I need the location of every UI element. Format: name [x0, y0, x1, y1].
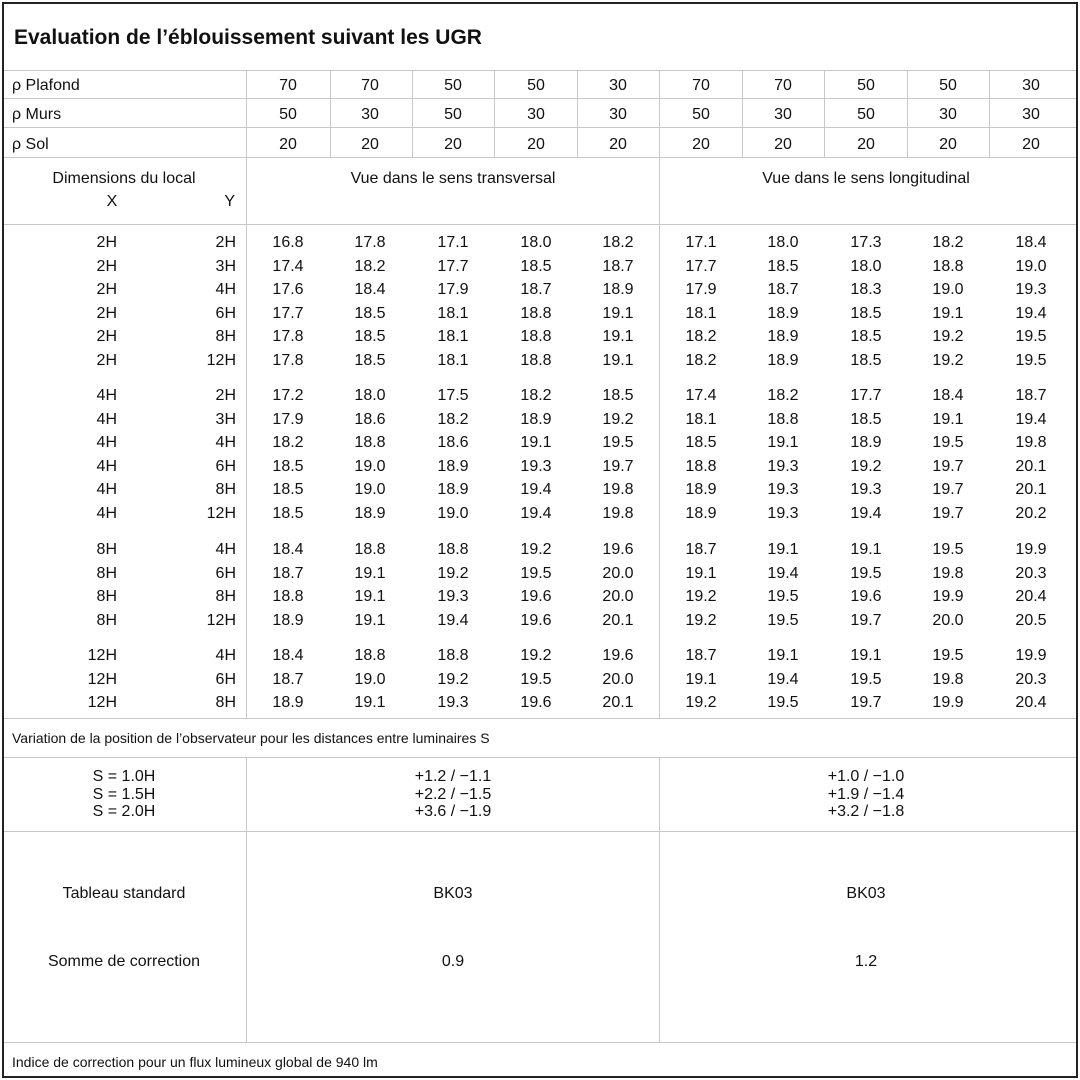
correction-sum-label: Somme de correction — [47, 953, 201, 970]
ugr-value: 18.8 — [437, 647, 469, 664]
ugr-value: 19.1 — [602, 304, 634, 322]
ugr-value: 17.7 — [685, 257, 717, 275]
variation-transverse: +3.6 / −1.9 — [414, 803, 492, 820]
dimension-y: 6H — [215, 304, 236, 322]
ugr-value: 18.8 — [520, 328, 552, 346]
ugr-value: 19.7 — [932, 504, 964, 522]
ugr-value: 19.4 — [1015, 304, 1047, 322]
reflectance-value: 30 — [527, 106, 545, 123]
dimension-x: 4H — [96, 481, 117, 499]
ugr-value: 19.1 — [685, 670, 717, 688]
reflectance-value: 30 — [1022, 106, 1040, 123]
dimension-y: 8H — [215, 694, 236, 712]
dimension-y: 3H — [215, 410, 236, 428]
ugr-value: 17.5 — [437, 387, 469, 404]
ugr-value: 18.7 — [767, 281, 799, 299]
ugr-value: 19.4 — [850, 504, 882, 522]
divider-variation-text — [4, 757, 1076, 758]
correction-sum-longitudinal: 1.2 — [854, 953, 878, 970]
ugr-value: 17.9 — [685, 281, 717, 299]
ugr-value: 18.5 — [272, 481, 304, 499]
dimension-x: 8H — [96, 588, 117, 606]
ugr-value: 19.8 — [1015, 434, 1047, 452]
ugr-value: 19.1 — [850, 541, 882, 558]
dimension-y-header: Y — [224, 193, 235, 210]
ugr-value: 19.3 — [767, 457, 799, 475]
ugr-value: 17.3 — [850, 234, 882, 251]
reflectance-value: 20 — [361, 136, 379, 153]
ugr-value: 19.3 — [520, 457, 552, 475]
ugr-value: 18.2 — [602, 234, 634, 251]
ugr-value: 19.2 — [437, 564, 469, 582]
ugr-value: 18.9 — [685, 481, 717, 499]
ugr-value: 18.5 — [767, 257, 799, 275]
dimension-x: 8H — [96, 564, 117, 582]
divider-murs — [4, 127, 1076, 128]
ugr-value: 19.5 — [767, 694, 799, 712]
ugr-value: 18.2 — [685, 328, 717, 346]
ugr-value: 20.4 — [1015, 588, 1047, 606]
ugr-value: 19.9 — [1015, 541, 1047, 558]
ugr-value: 19.2 — [685, 611, 717, 629]
ugr-value: 19.8 — [602, 481, 634, 499]
ugr-value: 19.4 — [437, 611, 469, 629]
ugr-value: 17.8 — [272, 351, 304, 369]
variation-title: Variation de la position de l’observateur pour les distances entre luminaires S — [12, 730, 490, 746]
ugr-value: 20.0 — [932, 611, 964, 629]
dimension-y: 12H — [206, 504, 236, 522]
ugr-value: 18.5 — [850, 410, 882, 428]
dimension-x: 8H — [96, 611, 117, 629]
ugr-value: 19.5 — [850, 564, 882, 582]
ugr-value: 19.2 — [437, 670, 469, 688]
dimension-x-header: X — [106, 193, 118, 210]
reflectance-label: ρ Murs — [12, 106, 62, 123]
ugr-value: 19.8 — [932, 564, 964, 582]
reflectance-value: 20 — [1022, 136, 1040, 153]
dimension-y: 2H — [215, 387, 236, 404]
ugr-value: 18.9 — [850, 434, 882, 452]
ugr-value: 17.4 — [272, 257, 304, 275]
ugr-value: 18.4 — [354, 281, 386, 299]
reflectance-label: ρ Sol — [12, 136, 49, 153]
ugr-value: 18.7 — [602, 257, 634, 275]
reflectance-value: 20 — [444, 136, 462, 153]
ugr-value: 18.9 — [437, 457, 469, 475]
ugr-value: 18.5 — [602, 387, 634, 404]
ugr-value: 18.5 — [850, 351, 882, 369]
reflectance-value: 50 — [279, 106, 297, 123]
reflectance-value: 20 — [939, 136, 957, 153]
ugr-value: 19.4 — [767, 564, 799, 582]
ugr-value: 20.3 — [1015, 564, 1047, 582]
reflectance-value: 30 — [939, 106, 957, 123]
ugr-value: 16.8 — [272, 234, 304, 251]
ugr-value: 19.1 — [354, 611, 386, 629]
ugr-value: 19.2 — [520, 541, 552, 558]
ugr-value: 18.7 — [520, 281, 552, 299]
ugr-value: 19.1 — [520, 434, 552, 452]
ugr-value: 17.2 — [272, 387, 304, 404]
divider-header — [4, 224, 1076, 225]
ugr-table-frame — [2, 2, 1078, 1078]
ugr-value: 18.7 — [1015, 387, 1047, 404]
dimension-x: 12H — [87, 670, 117, 688]
dimension-y: 4H — [215, 647, 236, 664]
dimension-x: 2H — [96, 234, 117, 251]
reflectance-value: 20 — [774, 136, 792, 153]
ugr-value: 17.9 — [437, 281, 469, 299]
ugr-value: 19.3 — [437, 694, 469, 712]
dimension-y: 4H — [215, 281, 236, 299]
ugr-value: 19.3 — [767, 481, 799, 499]
ugr-value: 19.1 — [354, 564, 386, 582]
ugr-value: 19.4 — [1015, 410, 1047, 428]
ugr-value: 18.4 — [1015, 234, 1047, 251]
ugr-value: 18.9 — [602, 281, 634, 299]
ugr-value: 18.5 — [354, 304, 386, 322]
ugr-value: 18.8 — [354, 434, 386, 452]
dimension-x: 4H — [96, 434, 117, 452]
ugr-value: 18.7 — [272, 670, 304, 688]
variation-longitudinal: +1.0 / −1.0 — [827, 768, 905, 785]
ugr-value: 19.9 — [932, 588, 964, 606]
ugr-value: 18.7 — [685, 541, 717, 558]
divider-plafond — [4, 98, 1076, 99]
page-title: Evaluation de l’éblouissement suivant les UGR — [14, 25, 482, 49]
ugr-value: 19.1 — [602, 328, 634, 346]
reflectance-value: 30 — [1022, 77, 1040, 94]
ugr-value: 18.8 — [437, 541, 469, 558]
ugr-value: 19.5 — [932, 434, 964, 452]
ugr-value: 19.0 — [354, 457, 386, 475]
ugr-value: 17.1 — [437, 234, 469, 251]
dimension-y: 2H — [215, 234, 236, 251]
ugr-value: 19.6 — [520, 694, 552, 712]
ugr-value: 19.3 — [1015, 281, 1047, 299]
ugr-value: 19.9 — [1015, 647, 1047, 664]
ugr-value: 19.2 — [685, 694, 717, 712]
reflectance-value: 50 — [527, 77, 545, 94]
ugr-value: 18.2 — [932, 234, 964, 251]
ugr-value: 18.2 — [767, 387, 799, 404]
ugr-value: 19.4 — [767, 670, 799, 688]
reflectance-value: 50 — [444, 77, 462, 94]
ugr-value: 19.3 — [850, 481, 882, 499]
ugr-value: 18.4 — [272, 647, 304, 664]
reflectance-value: 20 — [527, 136, 545, 153]
reflectance-value: 70 — [774, 77, 792, 94]
ugr-value: 20.5 — [1015, 611, 1047, 629]
ugr-value: 18.0 — [767, 234, 799, 251]
divider-variation-values — [4, 831, 1076, 832]
reflectance-value: 70 — [361, 77, 379, 94]
ugr-value: 19.5 — [850, 670, 882, 688]
ugr-value: 19.6 — [602, 647, 634, 664]
variation-transverse: +1.2 / −1.1 — [414, 768, 492, 785]
dimension-y: 3H — [215, 257, 236, 275]
ugr-value: 20.4 — [1015, 694, 1047, 712]
ugr-value: 18.7 — [272, 564, 304, 582]
ugr-value: 18.9 — [354, 504, 386, 522]
dimension-y: 8H — [215, 588, 236, 606]
dimension-x: 8H — [96, 541, 117, 558]
ugr-value: 17.8 — [354, 234, 386, 251]
ugr-value: 19.1 — [767, 647, 799, 664]
ugr-value: 20.2 — [1015, 504, 1047, 522]
ugr-value: 19.0 — [932, 281, 964, 299]
ugr-value: 19.6 — [520, 611, 552, 629]
ugr-value: 20.1 — [602, 694, 634, 712]
ugr-value: 18.5 — [272, 457, 304, 475]
ugr-value: 19.0 — [1015, 257, 1047, 275]
ugr-value: 18.9 — [272, 611, 304, 629]
ugr-value: 19.7 — [932, 481, 964, 499]
ugr-value: 18.5 — [520, 257, 552, 275]
spacing-label: S = 1.0H — [92, 768, 156, 785]
ugr-value: 19.1 — [767, 541, 799, 558]
ugr-value: 18.8 — [354, 647, 386, 664]
ugr-value: 18.5 — [272, 504, 304, 522]
ugr-value: 18.8 — [932, 257, 964, 275]
ugr-value: 19.5 — [1015, 328, 1047, 346]
ugr-value: 18.1 — [437, 328, 469, 346]
ugr-value: 19.9 — [932, 694, 964, 712]
ugr-value: 19.5 — [602, 434, 634, 452]
ugr-value: 19.5 — [520, 670, 552, 688]
ugr-value: 18.2 — [520, 387, 552, 404]
ugr-value: 19.2 — [932, 328, 964, 346]
ugr-value: 20.1 — [602, 611, 634, 629]
ugr-value: 18.8 — [685, 457, 717, 475]
ugr-value: 19.8 — [932, 670, 964, 688]
ugr-value: 18.5 — [354, 328, 386, 346]
ugr-value: 18.9 — [767, 351, 799, 369]
ugr-value: 19.5 — [520, 564, 552, 582]
ugr-value: 19.5 — [767, 588, 799, 606]
dimension-y: 12H — [206, 351, 236, 369]
ugr-value: 19.4 — [520, 481, 552, 499]
variation-longitudinal: +3.2 / −1.8 — [827, 803, 905, 820]
ugr-value: 18.9 — [685, 504, 717, 522]
ugr-value: 19.6 — [602, 541, 634, 558]
ugr-value: 19.6 — [850, 588, 882, 606]
reflectance-value: 20 — [692, 136, 710, 153]
divider-footer — [4, 1042, 1076, 1043]
standard-table-transverse: BK03 — [433, 885, 473, 902]
dimension-x: 4H — [96, 504, 117, 522]
view-transverse-header: Vue dans le sens transversal — [350, 170, 556, 187]
reflectance-value: 50 — [444, 106, 462, 123]
ugr-value: 19.7 — [932, 457, 964, 475]
ugr-value: 18.8 — [767, 410, 799, 428]
ugr-value: 20.1 — [1015, 457, 1047, 475]
reflectance-value: 70 — [279, 77, 297, 94]
ugr-value: 19.5 — [932, 647, 964, 664]
reflectance-value: 50 — [939, 77, 957, 94]
dimension-x: 2H — [96, 304, 117, 322]
ugr-value: 18.8 — [272, 588, 304, 606]
ugr-value: 18.8 — [520, 304, 552, 322]
standard-table-longitudinal: BK03 — [846, 885, 886, 902]
ugr-value: 19.4 — [520, 504, 552, 522]
ugr-value: 18.9 — [437, 481, 469, 499]
dimension-y: 8H — [215, 328, 236, 346]
ugr-value: 19.7 — [850, 694, 882, 712]
ugr-value: 18.1 — [437, 351, 469, 369]
ugr-value: 18.6 — [437, 434, 469, 452]
ugr-value: 19.2 — [932, 351, 964, 369]
dimensions-header: Dimensions du local — [52, 170, 196, 187]
ugr-value: 20.0 — [602, 564, 634, 582]
ugr-value: 18.8 — [354, 541, 386, 558]
ugr-value: 18.5 — [850, 304, 882, 322]
spacing-label: S = 2.0H — [92, 803, 156, 820]
ugr-value: 19.3 — [767, 504, 799, 522]
ugr-value: 19.7 — [850, 611, 882, 629]
ugr-value: 19.8 — [602, 504, 634, 522]
ugr-value: 18.0 — [850, 257, 882, 275]
ugr-value: 19.2 — [850, 457, 882, 475]
divider-title — [4, 70, 1076, 71]
reflectance-value: 20 — [609, 136, 627, 153]
ugr-value: 17.7 — [272, 304, 304, 322]
ugr-value: 18.4 — [272, 541, 304, 558]
vline-mid-variation — [659, 757, 660, 1042]
ugr-value: 18.0 — [520, 234, 552, 251]
reflectance-value: 30 — [609, 77, 627, 94]
ugr-value: 17.6 — [272, 281, 304, 299]
ugr-value: 18.2 — [437, 410, 469, 428]
ugr-value: 17.9 — [272, 410, 304, 428]
variation-transverse: +2.2 / −1.5 — [414, 786, 492, 803]
reflectance-value: 70 — [692, 77, 710, 94]
ugr-value: 18.2 — [354, 257, 386, 275]
dimension-y: 6H — [215, 457, 236, 475]
reflectance-value: 50 — [857, 77, 875, 94]
ugr-value: 19.5 — [932, 541, 964, 558]
dimension-x: 4H — [96, 387, 117, 404]
divider-sol — [4, 157, 1076, 158]
ugr-value: 20.0 — [602, 670, 634, 688]
ugr-value: 18.5 — [685, 434, 717, 452]
ugr-value: 18.9 — [767, 304, 799, 322]
ugr-value: 19.5 — [1015, 351, 1047, 369]
reflectance-value: 20 — [857, 136, 875, 153]
ugr-value: 18.8 — [520, 351, 552, 369]
ugr-value: 19.2 — [602, 410, 634, 428]
ugr-value: 17.1 — [685, 234, 717, 251]
reflectance-label: ρ Plafond — [12, 77, 80, 94]
ugr-value: 18.0 — [354, 387, 386, 404]
dimension-y: 8H — [215, 481, 236, 499]
variation-longitudinal: +1.9 / −1.4 — [827, 786, 905, 803]
ugr-value: 18.9 — [272, 694, 304, 712]
dimension-y: 6H — [215, 564, 236, 582]
dimension-y: 4H — [215, 541, 236, 558]
ugr-value: 19.1 — [850, 647, 882, 664]
divider-variation-title — [4, 718, 1076, 719]
ugr-value: 18.3 — [850, 281, 882, 299]
ugr-value: 18.1 — [437, 304, 469, 322]
ugr-value: 19.7 — [602, 457, 634, 475]
dimension-y: 12H — [206, 611, 236, 629]
standard-table-label: Tableau standard — [62, 885, 186, 902]
dimension-x: 4H — [96, 457, 117, 475]
ugr-value: 17.7 — [850, 387, 882, 404]
view-longitudinal-header: Vue dans le sens longitudinal — [762, 170, 970, 187]
ugr-value: 19.2 — [685, 588, 717, 606]
ugr-value: 18.5 — [850, 328, 882, 346]
dimension-x: 4H — [96, 410, 117, 428]
ugr-value: 17.7 — [437, 257, 469, 275]
ugr-value: 20.3 — [1015, 670, 1047, 688]
ugr-value: 18.7 — [685, 647, 717, 664]
correction-sum-transverse: 0.9 — [441, 953, 465, 970]
dimension-x: 2H — [96, 351, 117, 369]
ugr-value: 18.2 — [685, 351, 717, 369]
dimension-x: 12H — [87, 694, 117, 712]
ugr-value: 19.1 — [932, 304, 964, 322]
reflectance-value: 30 — [774, 106, 792, 123]
ugr-value: 18.2 — [272, 434, 304, 452]
spacing-label: S = 1.5H — [92, 786, 156, 803]
ugr-value: 19.1 — [354, 588, 386, 606]
reflectance-value: 50 — [857, 106, 875, 123]
ugr-value: 19.2 — [520, 647, 552, 664]
dimension-x: 2H — [96, 328, 117, 346]
reflectance-value: 20 — [279, 136, 297, 153]
reflectance-value: 50 — [692, 106, 710, 123]
reflectance-value: 30 — [361, 106, 379, 123]
ugr-value: 19.6 — [520, 588, 552, 606]
ugr-value: 18.4 — [932, 387, 964, 404]
ugr-value: 19.5 — [767, 611, 799, 629]
ugr-value: 19.1 — [932, 410, 964, 428]
ugr-value: 20.1 — [1015, 481, 1047, 499]
ugr-value: 19.1 — [685, 564, 717, 582]
ugr-value: 19.1 — [767, 434, 799, 452]
ugr-value: 18.9 — [520, 410, 552, 428]
footer-note: Indice de correction pour un flux lumineux global de 940 lm — [12, 1054, 378, 1070]
ugr-value: 18.1 — [685, 304, 717, 322]
ugr-value: 19.0 — [437, 504, 469, 522]
dimension-y: 4H — [215, 434, 236, 452]
ugr-value: 18.6 — [354, 410, 386, 428]
ugr-value: 18.5 — [354, 351, 386, 369]
ugr-value: 19.1 — [602, 351, 634, 369]
ugr-value: 18.1 — [685, 410, 717, 428]
ugr-value: 19.0 — [354, 481, 386, 499]
ugr-value: 20.0 — [602, 588, 634, 606]
ugr-value: 17.4 — [685, 387, 717, 404]
reflectance-value: 30 — [609, 106, 627, 123]
dimension-y: 6H — [215, 670, 236, 688]
dimension-x: 2H — [96, 281, 117, 299]
ugr-value: 19.3 — [437, 588, 469, 606]
ugr-value: 18.9 — [767, 328, 799, 346]
ugr-value: 19.0 — [354, 670, 386, 688]
ugr-value: 17.8 — [272, 328, 304, 346]
dimension-x: 12H — [87, 647, 117, 664]
dimension-x: 2H — [96, 257, 117, 275]
ugr-value: 19.1 — [354, 694, 386, 712]
